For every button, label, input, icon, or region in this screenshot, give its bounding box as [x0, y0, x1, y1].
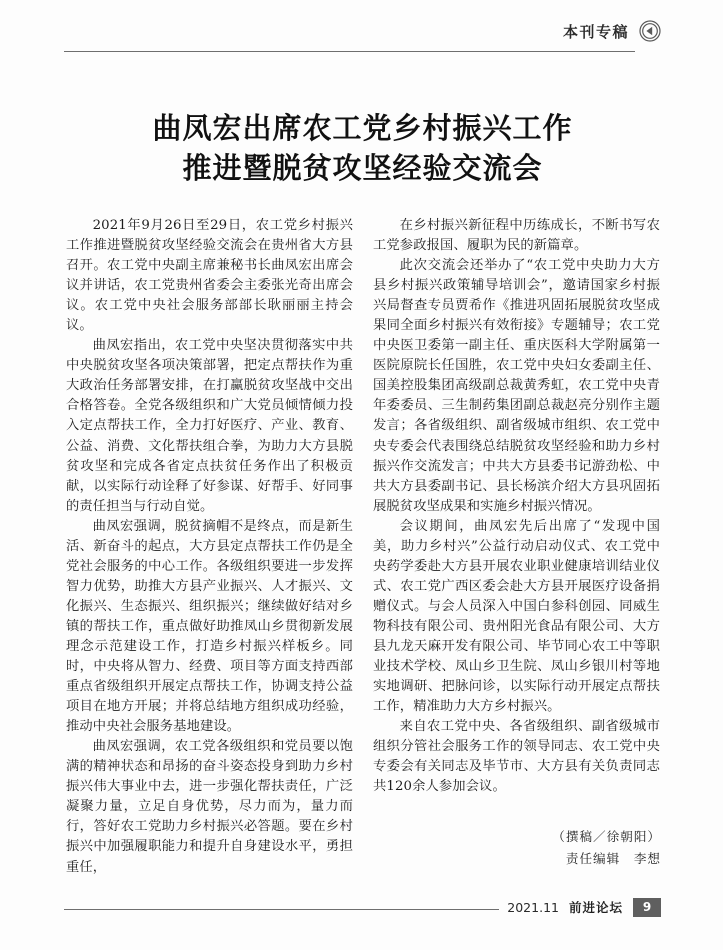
- page-number: 9: [633, 898, 661, 917]
- page-title: [60, 108, 665, 188]
- title-line-2: 推进暨脱贫攻坚经验交流会: [182, 151, 543, 185]
- title-line-1: 曲凤宏出席农工党乡村振兴工作: [152, 111, 573, 145]
- circle-left-arrow-icon: [639, 20, 661, 42]
- byline-editor: 责任编辑 李想: [565, 851, 661, 866]
- paragraph: 曲凤宏强调，脱贫摘帽不是终点，而是新生活、新奋斗的起点，大方县定点帮扶工作仍是全党社会服务的中心工作。各级组织要进一步发挥智力优势，助推大方县产业振兴、人才振兴、文化振兴、生态振兴、组织振兴；继续做好结对乡镇的帮扶工作，重点做好助推凤山乡贯彻新发展理念示范建设工作，打造乡村振兴样板乡。同时，中央将从智力、经费、项目等方面支持西部重点省级组织开展定点帮扶工作，协调支持公益项目在地方开展；并将总结地方组织成功经验，推动中央社会服务基地建设。: [66, 518, 353, 735]
- byline: [361, 826, 661, 870]
- byline-author: （撰稿／徐朝阳）: [552, 829, 661, 844]
- paragraph: 2021年9月26日至29日，农工党乡村振兴工作推进暨脱贫攻坚经验交流会在贵州省大方县召开。农工党中央副主席兼秘书长曲凤宏出席会议并讲话，农工党贵州省委会主委张光奇出席会议。农工党中央社会服务部部长耿丽丽主持会议。: [66, 218, 353, 334]
- paragraph: 会议期间，曲凤宏先后出席了“发现中国美，助力乡村兴”公益行动启动仪式、农工党中央药学委赴大方县开展农业职业健康培训结业仪式、农工党广西区委会赴大方县开展医疗设备捐赠仪式。与会人员深入中国白参科创园、同威生物科技有限公司、贵州阳光食品有限公司、大方县九龙天麻开发有限公司、毕节同心农工中等职业技术学校、凤山乡卫生院、凤山乡银川村等地实地调研、把脉问诊，以实际行动开展定点帮扶工作，精准助力大方乡村振兴。: [373, 518, 660, 715]
- section-label: 本刊专稿: [562, 22, 629, 41]
- paragraph: 曲凤宏指出，农工党中央坚决贯彻落实中共中央脱贫攻坚各项决策部署，把定点帮扶作为重大政治任务部署安排，在打赢脱贫攻坚战中交出合格答卷。全党各级组织和广大党员倾情倾力投入定点帮扶工作，全力打好医疗、产业、教育、公益、消费、文化帮扶组合拳，为助力大方县脱贫攻坚和完成各省定点扶贫任务作出了积极贡献，以实际行动诠释了好参谋、好帮手、好同事的责任担当与行动自觉。: [66, 338, 353, 514]
- running-header: [64, 14, 661, 54]
- paragraph: 此次交流会还举办了“农工党中央助力大方县乡村振兴政策辅导培训会”，邀请国家乡村振兴局督查专员贾希作《推进巩固拓展脱贫攻坚成果同全面乡村振兴有效衔接》专题辅导；农工党中央医卫委第一副主任、重庆医科大学附属第一医院原院长任国胜，农工党中央妇女委副主任、国美控股集团高级副总裁黄秀虹，农工党中央青年委委员、三生制药集团副总裁赵亮分别作主题发言；各省级组织、副省级城市组织、农工党中央专委会代表围绕总结脱贫攻坚经验和助力乡村振兴作交流发言；中共大方县委书记游劲松、中共大方县委副书记、县长杨滨介绍大方县巩固拓展脱贫攻坚成果和实施乡村振兴情况。: [373, 258, 660, 514]
- right-column: [373, 216, 660, 848]
- paragraph: 在乡村振兴新征程中历练成长，不断书写农工党参政报国、履职为民的新篇章。: [373, 218, 660, 254]
- left-column: [66, 216, 353, 875]
- paragraph: 来自农工党中央、各省级组织、副省级城市组织分管社会服务工作的领导同志、农工党中央专委会有关同志及毕节市、大方县有关负责同志共120余人参加会议。: [373, 719, 660, 795]
- magazine-name: 前进论坛: [568, 900, 623, 915]
- paragraph: 曲凤宏强调，农工党各级组织和党员要以饱满的精神状态和昂扬的奋斗姿态投身到助力乡村振兴伟大事业中去，进一步强化帮扶责任，广泛凝聚力量，立足自身优势，尽力而为，量力而行，答好农工党助力乡村振兴必答题。要在乡村振兴中加强履职能力和提升自身建设水平，勇担重任，: [66, 739, 353, 875]
- issue-date: 2021.11: [507, 899, 559, 915]
- header-divider: [64, 51, 635, 52]
- page-footer: [64, 896, 661, 922]
